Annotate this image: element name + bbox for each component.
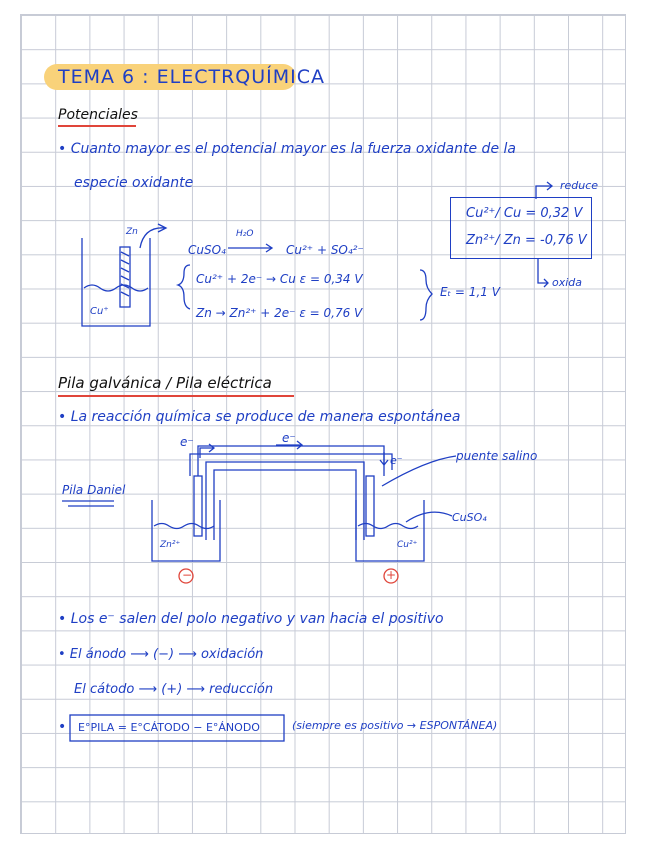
cuso4-label: CuSO₄ <box>452 511 487 524</box>
eq-zn-oxidation: Zn → Zn²⁺ + 2e⁻ ε = 0,76 V <box>196 306 363 320</box>
electron-mid: e⁻ <box>282 431 296 445</box>
catodo-line: El cátodo ⟶ (+) ⟶ reducción <box>74 682 274 697</box>
reduce-label: reduce <box>560 179 599 192</box>
electron-left: e⁻ <box>180 435 194 449</box>
electron-right: e⁻ <box>390 454 403 467</box>
formula-epila: E°PILA = E°CÁTODO − E°ÁNODO <box>78 721 260 734</box>
total-potential: Eₜ = 1,1 V <box>440 285 500 299</box>
cu-ion-label: Cu⁺ <box>90 306 109 317</box>
box-cu: Cu²⁺/ Cu = 0,32 V <box>466 206 583 221</box>
heading-pila: Pila galvánica / Pila eléctrica <box>58 374 272 392</box>
eq-dissociation-left: CuSO₄ <box>188 243 226 257</box>
zn-ion-label: Zn²⁺ <box>160 540 181 550</box>
h2o-label: H₂O <box>236 229 254 239</box>
positive-sign: + <box>386 568 397 582</box>
bullet-electrones: • Los e⁻ salen del polo negativo y van hacia el positivo <box>58 611 444 627</box>
eq-cu-reduction: Cu²⁺ + 2e⁻ → Cu ε = 0,34 V <box>196 272 363 286</box>
box-zn: Zn²⁺/ Zn = -0,76 V <box>466 233 587 248</box>
formula-bullet: • <box>58 719 67 735</box>
bullet-reaccion: • La reacción química se produce de manera espontánea <box>58 409 461 425</box>
anodo-line: • El ánodo ⟶ (−) ⟶ oxidación <box>58 647 264 662</box>
formula-note: (siempre es positivo → ESPONTÁNEA) <box>292 719 498 732</box>
puente-salino-label: puente salino <box>456 449 538 463</box>
oxida-label: oxida <box>552 276 583 289</box>
heading-potenciales: Potenciales <box>58 107 138 123</box>
bullet-potencial-cont: especie oxidante <box>74 175 194 191</box>
page-title: TEMA 6 : ELECTRQUÍMICA <box>58 66 326 88</box>
eq-dissociation-right: Cu²⁺ + SO₄²⁻ <box>286 243 364 257</box>
zn-label: Zn <box>126 227 138 237</box>
bullet-potencial: • Cuanto mayor es el potencial mayor es la fuerza oxidante de la <box>58 141 516 157</box>
cu-ion-label-2: Cu²⁺ <box>397 540 418 550</box>
negative-sign: − <box>182 568 193 582</box>
pila-daniel-label: Pila Daniel <box>62 483 126 497</box>
